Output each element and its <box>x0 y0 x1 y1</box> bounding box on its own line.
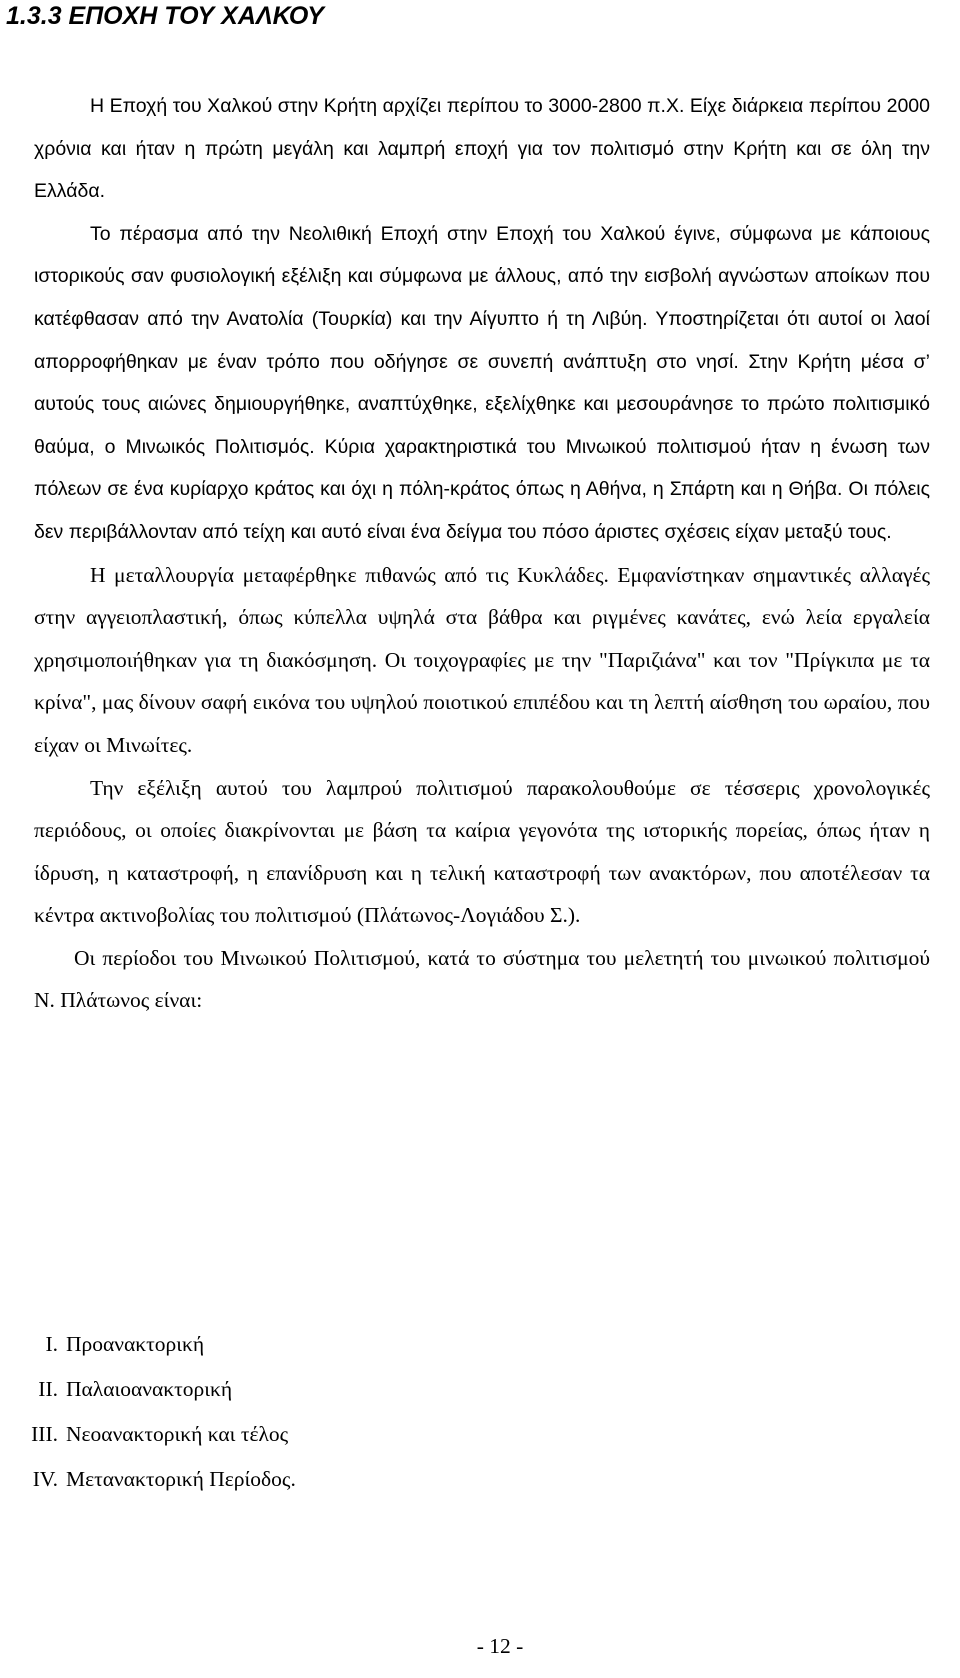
list-item-numeral: I. <box>45 1332 58 1356</box>
paragraph-evolution: Την εξέλιξη αυτού του λαμπρού πολιτισμού παρακολουθούμε σε τέσσερις χρονολογικές περιόδους, οι οποίες διακρίνονται με βάση τα καίρια γεγονότα της ιστορικής πορείας, όπως ήταν η ίδρυση, η καταστροφή, η επανίδρυση και η τελική καταστροφή των ανακτόρων, που αποτέλεσαν τα κέντρα ακτινοβολίας του πολιτισμού (Πλάτωνος-Λογιάδου Σ.). <box>34 775 930 928</box>
list-item <box>20 1322 296 1367</box>
periods-list <box>20 1322 296 1502</box>
paragraph-periods-intro: Οι περίοδοι του Μινωικού Πολιτισμού, κατά το σύστημα του μελετητή του μινωικού πολιτισμού Ν. Πλάτωνος είναι: <box>34 945 930 1013</box>
body-text <box>34 85 930 1022</box>
list-item-label: Νεοανακτορική και τέλος <box>66 1422 289 1446</box>
paragraph-transition: Το πέρασμα από την Νεολιθική Εποχή στην Εποχή του Χαλκού έγινε, σύμφωνα με κάποιους ιστορικούς σαν φυσιολογική εξέλιξη και σύμφωνα με άλλους, από την εισβολή αγνώστων αποίκων που κατέφθασαν από την Ανατολία (Τουρκία) και την Αίγυπτο ή τη Λιβύη. Υποστηρίζεται ότι αυτοί οι λαοί απορροφήθηκαν με έναν τρόπο που οδήγησε σε συνεπή ανάπτυξη στο νησί. Στην Κρήτη μέσα σ’ αυτούς τους αιώνες δημιουργήθηκε, αναπτύχθηκε, εξελίχθηκε και μεσουράνησε το πρώτο πολιτισμικό θαύμα, ο Μινωικός Πολιτισμός. Κύρια χαρακτηριστικά του Μινωικού πολιτισμού ήταν η ένωση των πόλεων σε ένα κυρίαρχο κράτος και όχι η πόλη-κράτος όπως η Αθήνα, η Σπάρτη και η Θήβα. Οι πόλεις δεν περιβάλλονταν από τείχη και αυτό είναι ένα δείγμα του πόσο άριστες σχέσεις είχαν μεταξύ τους. <box>34 222 930 543</box>
list-item-numeral: II. <box>38 1377 58 1401</box>
list-item <box>20 1412 296 1457</box>
list-item-label: Μετανακτορική Περίοδος. <box>66 1467 296 1491</box>
paragraph-intro: Η Εποχή του Χαλκού στην Κρήτη αρχίζει περίπου το 3000-2800 π.Χ. Είχε διάρκεια περίπου 2000 χρόνια και ήταν η πρώτη μεγάλη και λαμπρή εποχή για τον πολιτισμό στην Κρήτη και σε όλη την Ελλάδα. <box>34 95 930 203</box>
list-item-label: Παλαιοανακτορική <box>66 1377 233 1401</box>
list-item-label: Προανακτορική <box>66 1332 205 1356</box>
list-item <box>20 1457 296 1502</box>
list-item-numeral: IV. <box>32 1467 58 1491</box>
list-item-numeral: III. <box>31 1422 58 1446</box>
list-item <box>20 1367 296 1412</box>
page-number: - 12 - <box>476 1634 524 1658</box>
paragraph-metallurgy: Η μεταλλουργία μεταφέρθηκε πιθανώς από τις Κυκλάδες. Εμφανίστηκαν σημαντικές αλλαγές στην αγγειοπλαστική, όπως κύπελλα υψηλά στα βάθρα και ριγμένες κανάτες, ενώ λεία εργαλεία χρησιμοποιήθηκαν για τη διακόσμηση. Οι τοιχογραφίες με την "Παριζιάνα" και τον "Πρίγκιπα με τα κρίνα", μας δίνουν σαφή εικόνα του υψηλού ποιοτικού επιπέδου και τη λεπτή αίσθηση του ωραίου, που είχαν οι Μινωίτες. <box>34 562 930 757</box>
section-heading: 1.3.3 ΕΠΟΧΗ ΤΟΥ ΧΑΛΚΟΥ <box>6 2 324 30</box>
